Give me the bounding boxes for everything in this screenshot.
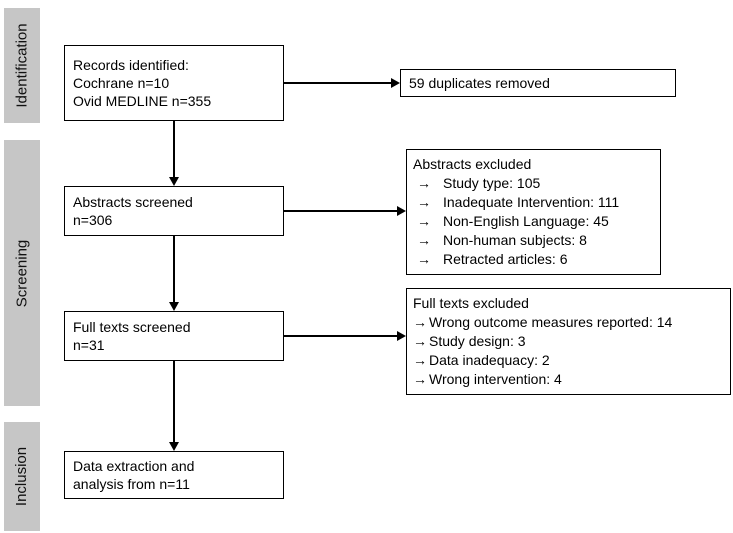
box-title: Abstracts excluded	[413, 156, 532, 172]
excluded-item	[413, 231, 654, 250]
arrow-abstracts-screened-to-full-texts-screened	[173, 236, 175, 302]
arrow-abstracts-screened-to-abstracts-excluded	[284, 210, 397, 212]
arrow-bullet-icon: →	[417, 194, 431, 210]
box-text-line: n=31	[73, 337, 105, 353]
stage-label-identification	[4, 8, 40, 123]
excluded-item-text: Non-English Language: 45	[443, 213, 609, 229]
full-texts-screened-box	[64, 311, 284, 361]
excluded-item-text: Study design: 3	[429, 333, 526, 349]
stage-label-text: Identification	[13, 23, 31, 108]
box-text-line: 59 duplicates removed	[409, 75, 550, 91]
arrow-bullet-icon: →	[413, 314, 427, 330]
arrow-bullet-icon: →	[417, 251, 431, 267]
excluded-item-text: Inadequate Intervention: 111	[443, 194, 620, 210]
excluded-item-text: Study type: 105	[443, 175, 541, 191]
box-text-line: Records identified:	[73, 57, 189, 73]
excluded-item	[413, 351, 724, 370]
full-texts-excluded-box	[406, 288, 731, 395]
box-text-line: Data extraction and	[73, 458, 195, 474]
arrow-bullet-icon: →	[413, 352, 427, 368]
arrow-full-texts-screened-to-data-extraction	[173, 361, 175, 442]
box-text-line: Full texts screened	[73, 319, 191, 335]
box-text-line: Cochrane n=10	[73, 75, 170, 91]
arrow-bullet-icon: →	[417, 232, 431, 248]
stage-label-inclusion	[4, 422, 40, 531]
stage-label-text: Inclusion	[13, 446, 31, 507]
box-title: Full texts excluded	[413, 295, 529, 311]
arrow-bullet-icon: →	[413, 333, 427, 349]
excluded-item-text: Wrong outcome measures reported: 14	[429, 314, 673, 330]
abstracts-screened-box	[64, 186, 284, 236]
arrow-full-texts-screened-to-full-texts-excluded	[284, 335, 397, 337]
excluded-item	[413, 212, 654, 231]
box-text-line: n=306	[73, 212, 113, 228]
abstracts-excluded-box	[406, 149, 661, 275]
box-text-line: Abstracts screened	[73, 194, 193, 210]
excluded-item-text: Non-human subjects: 8	[443, 232, 587, 248]
data-extraction-box	[64, 451, 284, 499]
excluded-item	[413, 250, 654, 269]
excluded-item	[413, 332, 724, 351]
excluded-item	[413, 370, 724, 389]
excluded-item	[413, 174, 654, 193]
duplicates-removed-box	[400, 69, 676, 97]
arrow-records-to-abstracts-screened	[173, 121, 175, 177]
excluded-item	[413, 313, 724, 332]
stage-label-screening	[4, 140, 40, 406]
arrow-bullet-icon: →	[417, 175, 431, 191]
box-text-line: Ovid MEDLINE n=355	[73, 93, 212, 109]
records-identified-box	[64, 45, 284, 121]
excluded-item-text: Wrong intervention: 4	[429, 371, 562, 387]
arrow-bullet-icon: →	[417, 213, 431, 229]
excluded-item-text: Retracted articles: 6	[443, 251, 568, 267]
arrow-bullet-icon: →	[413, 371, 427, 387]
box-text-line: analysis from n=11	[73, 476, 190, 492]
stage-label-text: Screening	[13, 239, 31, 307]
arrow-records-to-duplicates	[284, 82, 391, 84]
excluded-item	[413, 193, 654, 212]
excluded-item-text: Data inadequacy: 2	[429, 352, 550, 368]
